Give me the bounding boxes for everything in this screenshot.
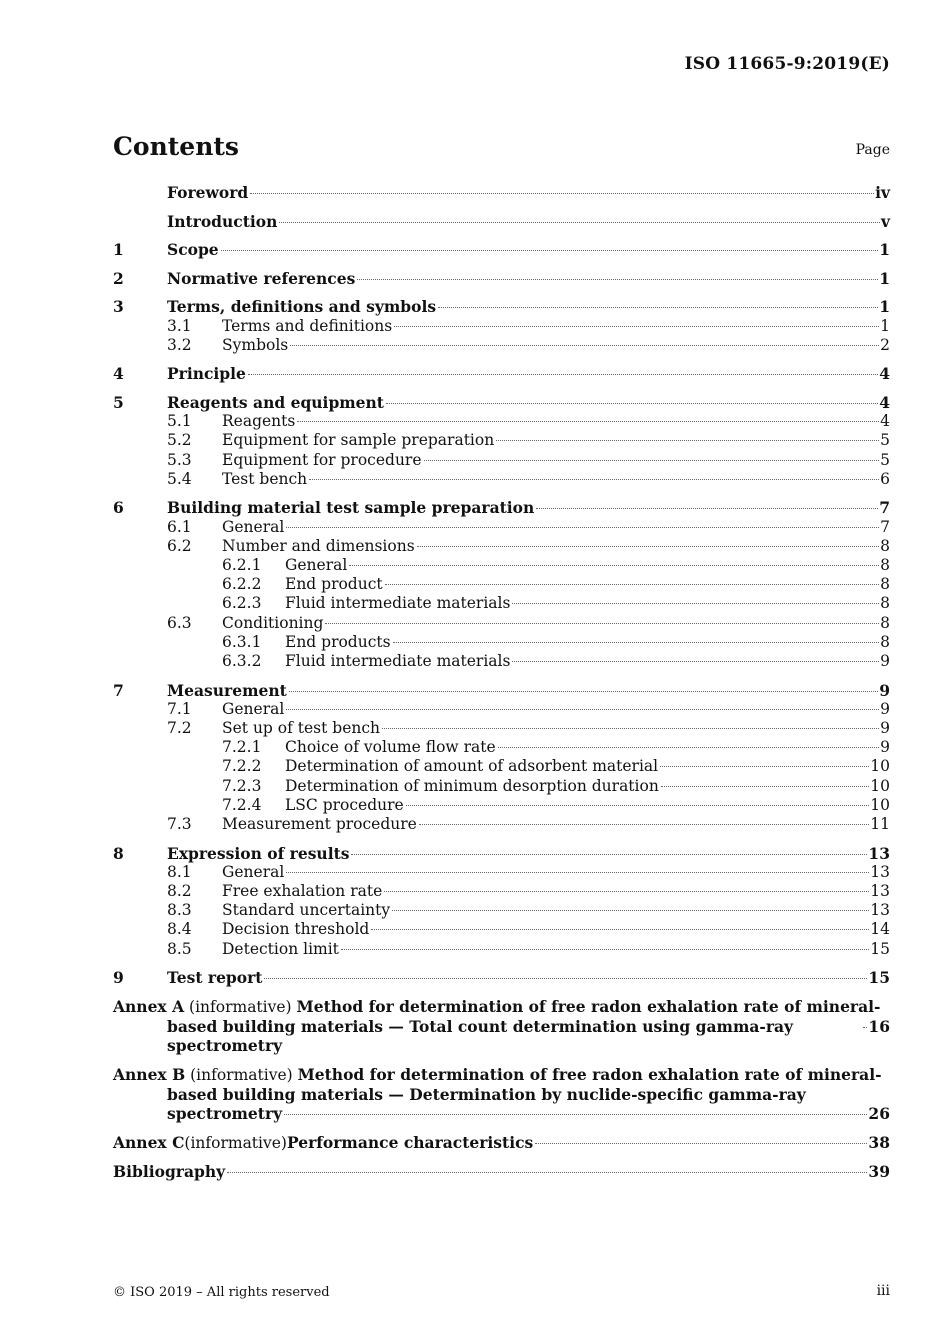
toc-leader-dots bbox=[536, 508, 878, 509]
toc-entry-title: Principle bbox=[167, 364, 246, 384]
toc-entry-page: 15 bbox=[868, 968, 890, 988]
toc-entry-title: Number and dimensions bbox=[222, 536, 415, 555]
toc-entry-number: 8.3 bbox=[167, 901, 192, 920]
toc-entry-page: 8 bbox=[880, 575, 890, 594]
toc-leader-dots bbox=[661, 786, 869, 787]
toc-entry-page: 9 bbox=[880, 738, 890, 757]
toc-entry-page: 2 bbox=[880, 335, 890, 354]
toc-entry-title: Decision threshold bbox=[222, 920, 370, 939]
toc-entry-page: 7 bbox=[879, 498, 890, 518]
toc-entry-number: 8.1 bbox=[167, 862, 192, 881]
toc-entry-title: End products bbox=[285, 632, 391, 651]
toc-entry-title: Measurement procedure bbox=[222, 815, 417, 834]
toc-entry[interactable] bbox=[113, 451, 890, 470]
toc-entry[interactable] bbox=[113, 757, 890, 776]
footer-page-number: iii bbox=[876, 1283, 890, 1299]
annex-label: Annex A bbox=[113, 996, 185, 1016]
toc-entry-number: 7 bbox=[113, 680, 124, 700]
toc-entry-number: 2 bbox=[113, 268, 124, 288]
toc-leader-dots bbox=[357, 279, 878, 280]
toc-entry-page: 1 bbox=[879, 297, 890, 317]
toc-entry-number: 8.2 bbox=[167, 882, 192, 901]
annex-title-text: based building materials — Determination by nuclide-specific gamma-ray bbox=[167, 1085, 806, 1105]
toc-entry-page: 15 bbox=[870, 939, 890, 958]
toc-entry-number: 1 bbox=[113, 240, 124, 260]
toc-entry-title: Test bench bbox=[222, 469, 308, 488]
toc-annex-entry[interactable] bbox=[113, 997, 890, 1056]
toc-entry[interactable] bbox=[113, 719, 890, 738]
toc-entry[interactable] bbox=[113, 700, 890, 719]
annex-type: (informative) bbox=[189, 997, 292, 1016]
toc-entry-title: Determination of amount of adsorbent material bbox=[285, 757, 659, 776]
toc-entry-page: 10 bbox=[870, 776, 890, 795]
toc-entry-page: 4 bbox=[879, 364, 890, 384]
toc-entry-page: 6 bbox=[880, 469, 890, 488]
toc-leader-dots bbox=[309, 479, 879, 480]
table-of-contents bbox=[113, 183, 890, 1182]
toc-leader-dots bbox=[248, 374, 878, 375]
toc-entry-number: 8 bbox=[113, 843, 124, 863]
toc-entry[interactable] bbox=[113, 240, 890, 259]
toc-entry[interactable] bbox=[113, 518, 890, 537]
toc-entry-title: Determination of minimum desorption duration bbox=[285, 776, 659, 795]
toc-entry-title: General bbox=[222, 517, 285, 536]
toc-bibliography[interactable] bbox=[113, 1162, 890, 1181]
toc-entry-page: 8 bbox=[880, 632, 890, 651]
toc-entry-page: 10 bbox=[870, 757, 890, 776]
toc-entry[interactable] bbox=[113, 901, 890, 920]
toc-entry[interactable] bbox=[113, 633, 890, 652]
toc-entry-number: 3 bbox=[113, 297, 124, 317]
toc-entry-number: 8.4 bbox=[167, 920, 192, 939]
toc-entry-title: Scope bbox=[167, 240, 219, 260]
toc-leader-dots bbox=[512, 603, 879, 604]
toc-entry-page: 8 bbox=[880, 613, 890, 632]
bibliography-title: Bibliography bbox=[113, 1162, 226, 1182]
toc-entry-number: 8.5 bbox=[167, 939, 192, 958]
toc-entry-number: 7.3 bbox=[167, 815, 192, 834]
toc-entry-number: 6.2.3 bbox=[222, 594, 262, 613]
toc-entry-title: Expression of results bbox=[167, 843, 350, 863]
toc-entry-page: 13 bbox=[870, 862, 890, 881]
toc-leader-dots bbox=[290, 345, 879, 346]
toc-entry[interactable] bbox=[113, 556, 890, 575]
toc-entry-title: Detection limit bbox=[222, 939, 339, 958]
annex-type: (informative) bbox=[184, 1133, 287, 1152]
toc-entry-page: 4 bbox=[880, 412, 890, 431]
toc-entry-number: 6 bbox=[113, 498, 124, 518]
toc-entry-page: 14 bbox=[870, 920, 890, 939]
toc-entry-number: 6.2.2 bbox=[222, 575, 262, 594]
toc-entry-number: 7.2.4 bbox=[222, 795, 262, 814]
toc-entry[interactable] bbox=[113, 431, 890, 450]
toc-entry[interactable] bbox=[113, 940, 890, 959]
toc-entry-page: 1 bbox=[880, 316, 890, 335]
toc-entry-page: 9 bbox=[880, 719, 890, 737]
toc-entry-title: Standard uncertainty bbox=[222, 901, 391, 920]
toc-entry-page: 5 bbox=[880, 431, 890, 450]
toc-leader-dots bbox=[221, 250, 879, 251]
toc-entry[interactable] bbox=[113, 882, 890, 901]
toc-entry-page: 4 bbox=[879, 392, 890, 412]
toc-entry-title: Reagents and equipment bbox=[167, 392, 384, 412]
toc-entry-number: 5.2 bbox=[167, 431, 192, 450]
toc-entry-title: Conditioning bbox=[222, 613, 324, 632]
toc-leader-dots bbox=[419, 824, 869, 825]
toc-leader-dots bbox=[535, 1143, 867, 1144]
toc-leader-dots bbox=[438, 307, 878, 308]
toc-entry[interactable] bbox=[113, 614, 890, 633]
toc-leader-dots bbox=[393, 642, 880, 643]
toc-entry-page: 10 bbox=[870, 795, 890, 814]
toc-entry[interactable] bbox=[113, 920, 890, 939]
toc-entry-title: Free exhalation rate bbox=[222, 882, 383, 901]
toc-entry-page: 9 bbox=[880, 652, 890, 670]
toc-entry-number: 3.2 bbox=[167, 335, 192, 354]
toc-leader-dots bbox=[496, 440, 879, 441]
toc-leader-dots bbox=[289, 691, 878, 692]
toc-entry-page: 5 bbox=[880, 450, 890, 469]
toc-annex-entry[interactable] bbox=[113, 1133, 890, 1153]
toc-entry-number: 7.2.1 bbox=[222, 738, 262, 757]
toc-leader-dots bbox=[424, 460, 880, 461]
toc-entry[interactable] bbox=[113, 815, 890, 834]
toc-entry[interactable] bbox=[113, 652, 890, 671]
annex-title-continuation bbox=[113, 1085, 890, 1104]
toc-leader-dots bbox=[392, 910, 869, 911]
toc-annex-entry[interactable] bbox=[113, 1065, 890, 1124]
toc-entry-page: 13 bbox=[868, 843, 890, 863]
toc-entry[interactable] bbox=[113, 863, 890, 882]
toc-leader-dots bbox=[371, 929, 869, 930]
toc-entry[interactable] bbox=[113, 844, 890, 863]
toc-entry-page: 1 bbox=[879, 268, 890, 288]
toc-leader-dots bbox=[227, 1172, 867, 1173]
annex-title: Method for determination of free radon exhalation rate of mineral- bbox=[297, 1064, 882, 1084]
toc-leader-dots bbox=[286, 872, 869, 873]
toc-entry-number: 6.2.1 bbox=[222, 555, 262, 574]
toc-entry-number: 5 bbox=[113, 392, 124, 412]
toc-entry-title: Reagents bbox=[222, 412, 296, 431]
toc-entry[interactable] bbox=[113, 681, 890, 700]
toc-leader-dots bbox=[394, 326, 879, 327]
annex-type: (informative) bbox=[190, 1065, 293, 1084]
toc-entry-title: Terms and definitions bbox=[222, 316, 393, 335]
toc-entry-number: 7.2.3 bbox=[222, 776, 262, 795]
toc-entry-title: Terms, definitions and symbols bbox=[167, 297, 437, 317]
toc-entry[interactable] bbox=[113, 968, 890, 987]
toc-entry-title: Equipment for sample preparation bbox=[222, 431, 495, 450]
toc-entry-title: LSC procedure bbox=[285, 795, 404, 814]
toc-entry-title: Symbols bbox=[222, 335, 289, 354]
toc-entry[interactable] bbox=[113, 336, 890, 355]
toc-leader-dots bbox=[349, 565, 879, 566]
toc-entry-page: 13 bbox=[870, 882, 890, 901]
toc-entry-title: Introduction bbox=[167, 211, 278, 231]
toc-entry-number: 6.3 bbox=[167, 613, 192, 632]
toc-entry-number: 3.1 bbox=[167, 316, 192, 335]
toc-leader-dots bbox=[286, 527, 879, 528]
toc-leader-dots bbox=[385, 584, 880, 585]
toc-entry-page: 9 bbox=[879, 680, 890, 700]
toc-entry-title: Normative references bbox=[167, 268, 356, 288]
toc-leader-dots bbox=[863, 1027, 867, 1028]
toc-entry[interactable] bbox=[113, 393, 890, 412]
toc-leader-dots bbox=[512, 661, 879, 662]
toc-leader-dots bbox=[341, 949, 869, 950]
annex-label: Annex B bbox=[113, 1064, 186, 1084]
toc-entry[interactable] bbox=[113, 183, 890, 202]
toc-leader-dots bbox=[286, 709, 879, 710]
annex-title-text: based building materials — Total count determination using gamma-ray spectrometry bbox=[167, 1017, 794, 1056]
toc-entry[interactable] bbox=[113, 269, 890, 288]
toc-entry-title: Test report bbox=[167, 968, 263, 988]
toc-entry-page: v bbox=[880, 211, 890, 231]
toc-entry-page: 8 bbox=[880, 536, 890, 555]
toc-entry-number: 5.3 bbox=[167, 450, 192, 469]
toc-entry-number: 7.1 bbox=[167, 699, 192, 718]
bibliography-page: 39 bbox=[868, 1162, 890, 1182]
toc-entry-page: 7 bbox=[880, 517, 890, 536]
toc-leader-dots bbox=[382, 728, 879, 729]
annex-page: 16 bbox=[868, 1017, 890, 1037]
toc-entry-title: Foreword bbox=[167, 183, 249, 202]
toc-leader-dots bbox=[284, 1114, 867, 1115]
toc-entry-title: General bbox=[222, 699, 285, 718]
toc-entry-number: 6.3.2 bbox=[222, 652, 262, 670]
toc-entry-page: 8 bbox=[880, 555, 890, 574]
toc-entry[interactable] bbox=[113, 364, 890, 383]
toc-leader-dots bbox=[498, 747, 879, 748]
toc-entry-title: General bbox=[285, 555, 348, 574]
footer-copyright: © ISO 2019 – All rights reserved bbox=[113, 1285, 330, 1300]
toc-entry-title: Set up of test bench bbox=[222, 719, 381, 737]
annex-page: 26 bbox=[868, 1104, 890, 1124]
toc-entry[interactable] bbox=[113, 470, 890, 489]
toc-entry-title: Fluid intermediate materials bbox=[285, 594, 511, 613]
toc-entry-number: 7.2.2 bbox=[222, 757, 262, 776]
toc-entry-number: 6.3.1 bbox=[222, 632, 262, 651]
toc-entry[interactable] bbox=[113, 777, 890, 796]
toc-leader-dots bbox=[406, 805, 870, 806]
toc-leader-dots bbox=[384, 891, 869, 892]
toc-leader-dots bbox=[325, 623, 879, 624]
toc-entry-title: General bbox=[222, 862, 285, 881]
toc-entry-number: 5.1 bbox=[167, 412, 192, 431]
toc-entry-number: 9 bbox=[113, 968, 124, 988]
toc-entry[interactable] bbox=[113, 575, 890, 594]
page-column-label: Page bbox=[855, 142, 890, 158]
toc-entry-title: Measurement bbox=[167, 680, 287, 700]
toc-leader-dots bbox=[250, 193, 874, 194]
document-id: ISO 11665-9:2019(E) bbox=[684, 54, 890, 74]
annex-page: 38 bbox=[868, 1132, 890, 1152]
toc-entry[interactable] bbox=[113, 537, 890, 556]
toc-leader-dots bbox=[264, 978, 867, 979]
toc-entry[interactable] bbox=[113, 412, 890, 431]
toc-entry-page: iv bbox=[875, 183, 890, 202]
toc-leader-dots bbox=[279, 222, 880, 223]
annex-title-continuation bbox=[113, 1017, 890, 1055]
toc-leader-dots bbox=[660, 766, 869, 767]
annex-title-continuation bbox=[113, 1104, 890, 1123]
toc-entry[interactable] bbox=[113, 738, 890, 757]
toc-entry[interactable] bbox=[113, 212, 890, 231]
annex-first-line bbox=[113, 1133, 890, 1153]
toc-entry-page: 9 bbox=[880, 699, 890, 718]
annex-title-text: spectrometry bbox=[167, 1104, 283, 1124]
toc-entry-page: 8 bbox=[880, 594, 890, 613]
toc-entry[interactable] bbox=[113, 594, 890, 613]
annex-first-line bbox=[113, 997, 890, 1017]
toc-entry-title: Equipment for procedure bbox=[222, 450, 422, 469]
toc-entry[interactable] bbox=[113, 317, 890, 336]
toc-entry-title: Fluid intermediate materials bbox=[285, 652, 511, 670]
toc-entry-title: Building material test sample preparation bbox=[167, 498, 535, 518]
annex-title: Performance characteristics bbox=[286, 1132, 534, 1152]
toc-entry[interactable] bbox=[113, 297, 890, 316]
toc-entry-number: 4 bbox=[113, 364, 124, 384]
page-title: Contents bbox=[113, 132, 240, 161]
toc-entry[interactable] bbox=[113, 498, 890, 517]
toc-entry-title: End product bbox=[285, 575, 383, 594]
annex-title: Method for determination of free radon exhalation rate of mineral- bbox=[296, 996, 881, 1016]
toc-leader-dots bbox=[417, 546, 879, 547]
toc-entry-number: 6.1 bbox=[167, 517, 192, 536]
toc-entry-number: 7.2 bbox=[167, 719, 192, 737]
annex-label: Annex C bbox=[113, 1132, 185, 1152]
toc-entry[interactable] bbox=[113, 796, 890, 815]
toc-entry-number: 6.2 bbox=[167, 536, 192, 555]
toc-entry-page: 13 bbox=[870, 901, 890, 920]
toc-entry-page: 11 bbox=[870, 815, 890, 834]
toc-leader-dots bbox=[297, 421, 879, 422]
toc-leader-dots bbox=[351, 854, 867, 855]
toc-entry-number: 5.4 bbox=[167, 469, 192, 488]
toc-entry-title: Choice of volume flow rate bbox=[285, 738, 496, 757]
annex-first-line bbox=[113, 1065, 890, 1085]
toc-leader-dots bbox=[386, 403, 878, 404]
toc-entry-page: 1 bbox=[879, 240, 890, 260]
